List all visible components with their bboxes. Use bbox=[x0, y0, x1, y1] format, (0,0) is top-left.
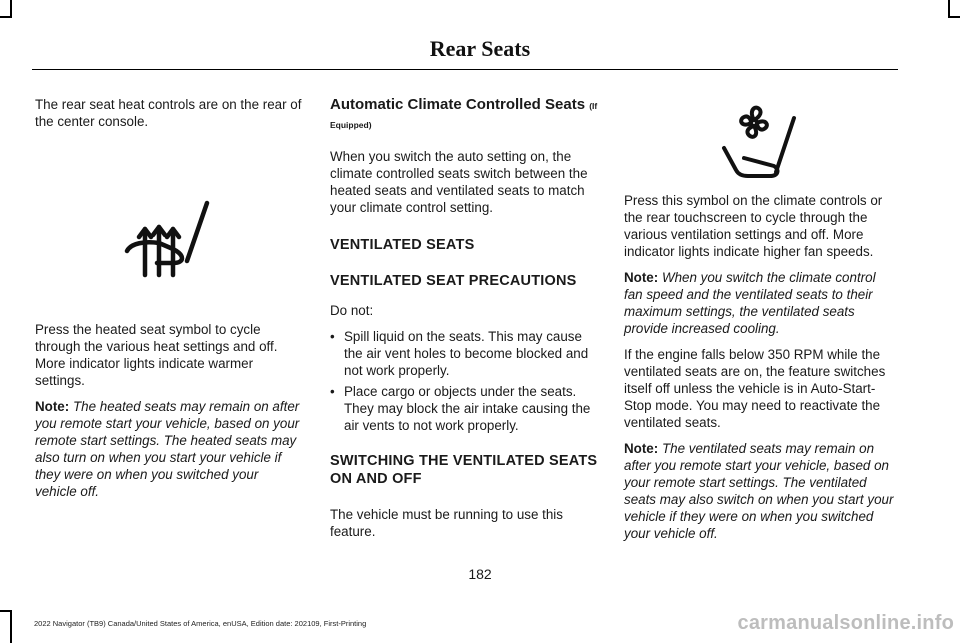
heated-seat-note bbox=[35, 398, 303, 500]
section-heading-auto-climate-seats bbox=[330, 96, 602, 134]
bullet-icon: • bbox=[330, 384, 335, 399]
precautions-list bbox=[330, 328, 602, 434]
bullet-icon: • bbox=[330, 329, 335, 344]
note-label: Note: bbox=[35, 399, 70, 414]
note-text: When you switch the climate control fan speed and the ventilated seats to their maximum settings, the ventilated seats provide increased cooling. bbox=[624, 270, 876, 336]
ventilated-seats-heading: VENTILATED SEATS bbox=[330, 237, 475, 253]
list-item bbox=[330, 328, 602, 379]
note-label: Note: bbox=[624, 441, 659, 456]
auto-setting-text: When you switch the auto setting on, the climate controlled seats switch between the heated seats and ventilated seats to match your climate control setting. bbox=[330, 149, 588, 215]
switching-ventilated-heading: SWITCHING THE VENTILATED SEATS ON AND OFF bbox=[330, 453, 598, 487]
column-left bbox=[35, 96, 303, 509]
rear-heat-intro: The rear seat heat controls are on the rear of the center console. bbox=[35, 97, 302, 129]
crop-mark-bottom-left-v bbox=[10, 610, 12, 643]
heading-text: Automatic Climate Controlled Seats bbox=[330, 96, 586, 113]
heated-seat-instructions: Press the heated seat symbol to cycle through the various heat settings and off. More indicator lights indicate warmer settings. bbox=[35, 322, 278, 388]
site-watermark: carmanualsonline.info bbox=[737, 612, 954, 634]
header-divider bbox=[32, 69, 898, 70]
page-number: 182 bbox=[468, 566, 492, 582]
engine-rpm-text: If the engine falls below 350 RPM while the ventilated seats are on, the feature switches itself off unless the vehicle is in Auto-Start-Stop mode. You may need to reactivate the ventilated seats. bbox=[624, 347, 886, 430]
heading-suffix: (If Equipped) bbox=[330, 101, 598, 130]
column-right bbox=[624, 96, 896, 551]
column-middle bbox=[330, 96, 602, 549]
crop-mark-top-left-h bbox=[0, 16, 12, 18]
note-text: The heated seats may remain on after you remote start your vehicle, based on your remote start settings. The heated seats may also turn on when you start your vehicle if they were on when you switched your vehicle off. bbox=[35, 399, 300, 499]
do-not-label: Do not: bbox=[330, 303, 374, 318]
crop-mark-bottom-left-h bbox=[0, 610, 12, 612]
ventilated-seat-icon bbox=[624, 96, 896, 184]
ventilated-note-1 bbox=[624, 269, 896, 337]
bullet-text: Place cargo or objects under the seats. They may block the air intake causing the air vents to not work properly. bbox=[344, 384, 591, 433]
crop-mark-top-right-h bbox=[948, 16, 960, 18]
edition-footer: 2022 Navigator (TB9) Canada/United States of America, enUSA, Edition date: 202109, First-Printing bbox=[34, 619, 367, 628]
heated-seat-icon bbox=[35, 139, 303, 279]
bullet-text: Spill liquid on the seats. This may cause the air vent holes to become blocked and not work properly. bbox=[344, 329, 589, 378]
note-text: The ventilated seats may remain on after you remote start your vehicle, based on your remote start settings. The ventilated seats may also switch on when you start your vehicle if they were on when you switched your vehicle off. bbox=[624, 441, 894, 541]
list-item bbox=[330, 383, 602, 434]
ventilated-precautions-heading: VENTILATED SEAT PRECAUTIONS bbox=[330, 273, 577, 289]
ventilated-seat-instructions: Press this symbol on the climate controls or the rear touchscreen to cycle through the various ventilation settings and off. More indicator lights indicate higher fan speeds. bbox=[624, 193, 883, 259]
page-title: Rear Seats bbox=[429, 36, 531, 61]
note-label: Note: bbox=[624, 270, 659, 285]
ventilated-note-2 bbox=[624, 440, 896, 542]
vehicle-running-text: The vehicle must be running to use this feature. bbox=[330, 507, 563, 539]
